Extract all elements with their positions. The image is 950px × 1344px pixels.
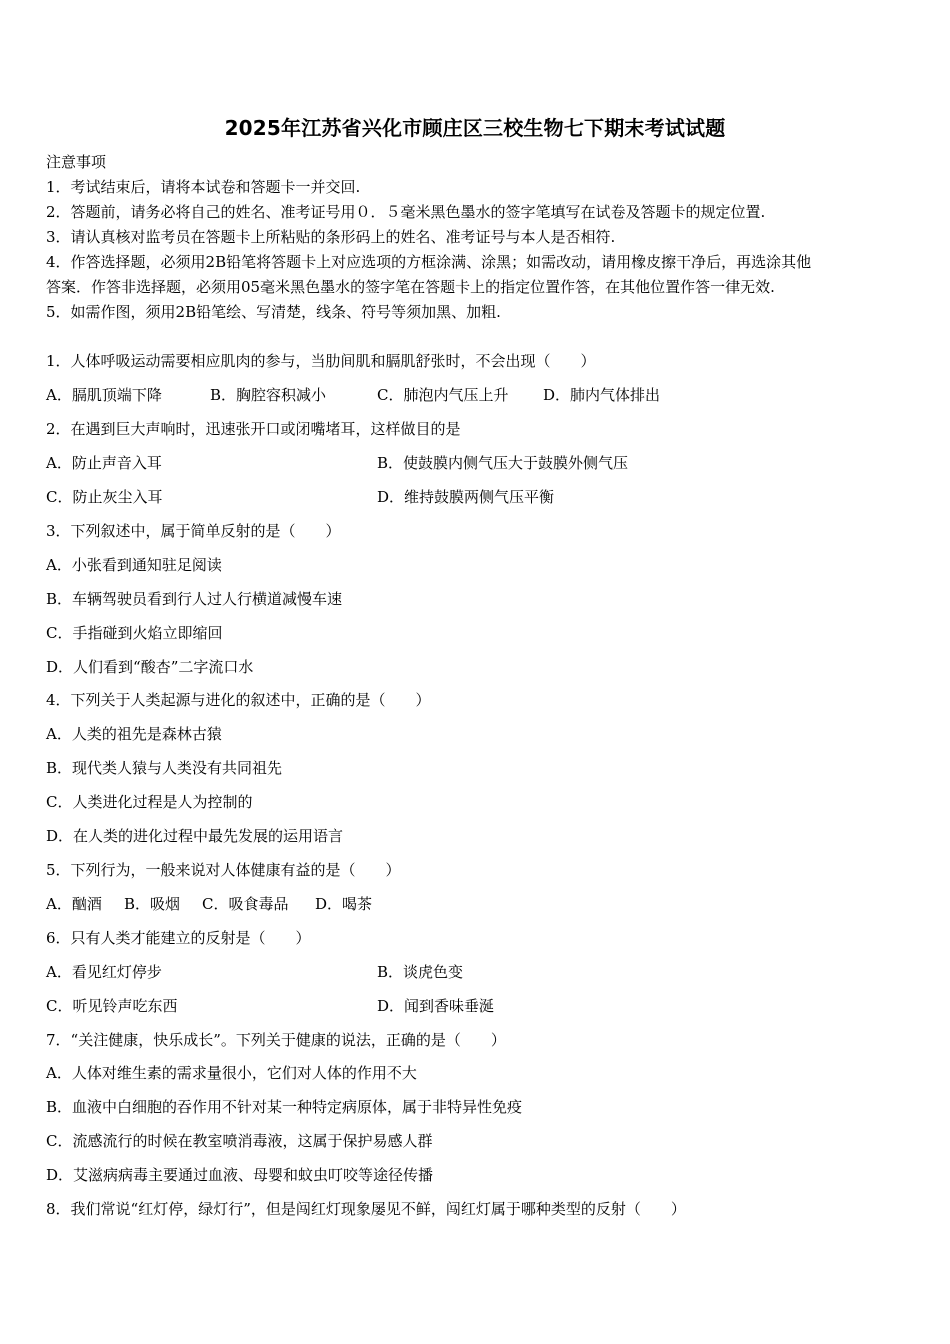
option: B．吸烟 [124, 895, 181, 913]
option: C．防止灰尘入耳 [46, 488, 163, 506]
option: A．防止声音入耳 [46, 454, 162, 472]
option: A．人类的祖先是森林古猿 [46, 725, 222, 743]
notice-item: 2．答题前，请务必将自己的姓名、准考证号用０．５毫米黑色墨水的签字笔填写在试卷及答题卡的规定位置. [46, 203, 766, 221]
question-stem: 5．下列行为，一般来说对人体健康有益的是（ ） [46, 861, 401, 879]
notice-item: 3．请认真核对监考员在答题卡上所粘贴的条形码上的姓名、准考证号与本人是否相符. [46, 228, 616, 246]
option: C．肺泡内气压上升 [377, 386, 509, 404]
question-stem: 6．只有人类才能建立的反射是（ ） [46, 929, 311, 947]
option: B．血液中白细胞的吞作用不针对某一种特定病原体，属于非特异性免疫 [46, 1098, 523, 1116]
notice-item: 5．如需作图，须用2B铅笔绘、写清楚，线条、符号等须加黑、加粗. [46, 303, 501, 321]
option: C．人类进化过程是人为控制的 [46, 793, 253, 811]
option: C．听见铃声吃东西 [46, 997, 178, 1015]
option: B．使鼓膜内侧气压大于鼓膜外侧气压 [377, 454, 629, 472]
option: D．肺内气体排出 [543, 386, 661, 404]
question-stem: 3．下列叙述中，属于简单反射的是（ ） [46, 522, 341, 540]
option: D．艾滋病病毒主要通过血液、母婴和蚊虫叮咬等途径传播 [46, 1166, 434, 1184]
page-title: 2025年江苏省兴化市顾庄区三校生物七下期末考试试题 [224, 116, 726, 140]
question-stem: 2．在遇到巨大声响时，迅速张开口或闭嘴堵耳，这样做目的是 [46, 420, 461, 438]
option: A．看见红灯停步 [46, 963, 162, 981]
notice-item: 4．作答选择题，必须用2B铅笔将答题卡上对应选项的方框涂满、涂黑；如需改动，请用橡皮擦干净后，再选涂其他 [46, 253, 812, 271]
option: D．人们看到“酸杏”二字流口水 [46, 658, 254, 676]
option: B．谈虎色变 [377, 963, 464, 981]
option: D．闻到香味垂涎 [377, 997, 495, 1015]
question-stem: 7．“关注健康，快乐成长”。下列关于健康的说法，正确的是（ ） [46, 1031, 506, 1049]
question-stem: 8．我们常说“红灯停，绿灯行”，但是闯红灯现象屡见不鲜，闯红灯属于哪种类型的反射（ ） [46, 1200, 686, 1218]
option: A．小张看到通知驻足阅读 [46, 556, 222, 574]
option: D．维持鼓膜两侧气压平衡 [377, 488, 555, 506]
option: A．人体对维生素的需求量很小，它们对人体的作用不大 [46, 1064, 417, 1082]
option: A．酗酒 [46, 895, 102, 913]
option: B．车辆驾驶员看到行人过人行横道减慢车速 [46, 590, 343, 608]
question-stem: 4．下列关于人类起源与进化的叙述中，正确的是（ ） [46, 691, 431, 709]
option: C．流感流行的时候在教室喷消毒液，这属于保护易感人群 [46, 1132, 433, 1150]
option: B．胸腔容积减小 [210, 386, 327, 404]
option: D．喝茶 [315, 895, 373, 913]
notice-heading: 注意事项 [46, 153, 107, 171]
question-stem: 1．人体呼吸运动需要相应肌肉的参与，当肋间肌和膈肌舒张时，不会出现（ ） [46, 352, 596, 370]
option: D．在人类的进化过程中最先发展的运用语言 [46, 827, 344, 845]
notice-item: 1．考试结束后，请将本试卷和答题卡一并交回. [46, 178, 361, 196]
option: C．吸食毒品 [202, 895, 289, 913]
notice-item: 答案．作答非选择题，必须用05毫米黑色墨水的签字笔在答题卡上的指定位置作答，在其他位置作答一律无效. [46, 278, 775, 296]
option: C．手指碰到火焰立即缩回 [46, 624, 223, 642]
option: A．膈肌顶端下降 [46, 386, 162, 404]
option: B．现代类人猿与人类没有共同祖先 [46, 759, 283, 777]
